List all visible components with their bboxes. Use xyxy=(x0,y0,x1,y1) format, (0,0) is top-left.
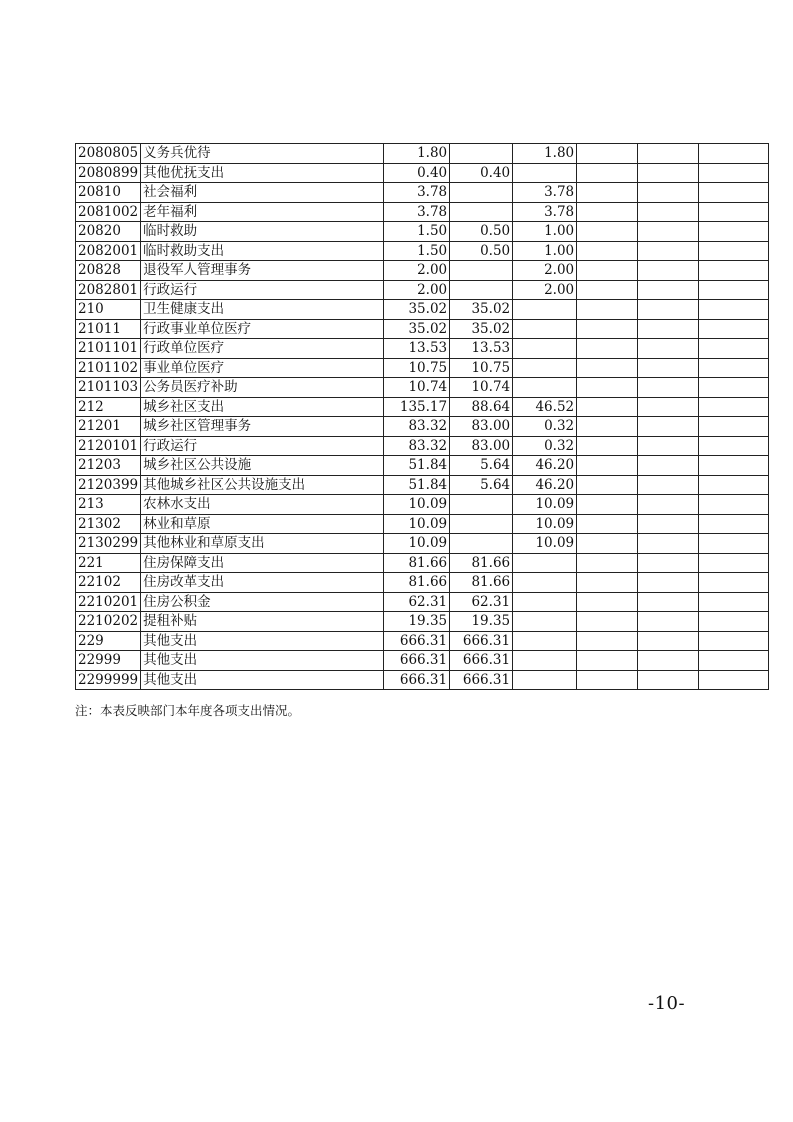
cell-project xyxy=(513,319,577,339)
cell-code: 20820 xyxy=(76,222,141,242)
cell-code: 2120399 xyxy=(76,475,141,495)
cell-total: 51.84 xyxy=(384,475,450,495)
cell-col5 xyxy=(638,358,699,378)
cell-col5 xyxy=(638,397,699,417)
table-row xyxy=(76,495,769,515)
table-row xyxy=(76,631,769,651)
cell-project xyxy=(513,553,577,573)
cell-code: 2101101 xyxy=(76,339,141,359)
cell-col4 xyxy=(577,144,638,164)
cell-col4 xyxy=(577,163,638,183)
table-note: 注：本表反映部门本年度各项支出情况。 xyxy=(75,703,301,718)
table-row xyxy=(76,612,769,632)
table-row xyxy=(76,319,769,339)
cell-total: 35.02 xyxy=(384,300,450,320)
cell-code: 221 xyxy=(76,553,141,573)
cell-item-name: 提租补贴 xyxy=(141,612,384,632)
cell-project xyxy=(513,573,577,593)
cell-total: 2.00 xyxy=(384,280,450,300)
cell-col6 xyxy=(699,417,769,437)
cell-code: 2082001 xyxy=(76,241,141,261)
table-row xyxy=(76,163,769,183)
cell-col6 xyxy=(699,358,769,378)
cell-project: 0.32 xyxy=(513,417,577,437)
cell-project xyxy=(513,358,577,378)
cell-col5 xyxy=(638,319,699,339)
cell-code: 2082801 xyxy=(76,280,141,300)
cell-col4 xyxy=(577,612,638,632)
table-row xyxy=(76,417,769,437)
cell-col4 xyxy=(577,280,638,300)
cell-col4 xyxy=(577,514,638,534)
cell-basic: 0.40 xyxy=(450,163,513,183)
cell-col5 xyxy=(638,222,699,242)
table-row xyxy=(76,436,769,456)
cell-basic xyxy=(450,514,513,534)
cell-basic: 62.31 xyxy=(450,592,513,612)
cell-code: 229 xyxy=(76,631,141,651)
cell-item-name: 老年福利 xyxy=(141,202,384,222)
cell-basic: 0.50 xyxy=(450,222,513,242)
cell-col4 xyxy=(577,651,638,671)
table-row xyxy=(76,241,769,261)
table-row xyxy=(76,261,769,281)
cell-col5 xyxy=(638,495,699,515)
cell-basic: 666.31 xyxy=(450,651,513,671)
cell-project xyxy=(513,612,577,632)
table-row xyxy=(76,378,769,398)
cell-total: 19.35 xyxy=(384,612,450,632)
cell-col6 xyxy=(699,553,769,573)
table-row xyxy=(76,514,769,534)
cell-total: 1.50 xyxy=(384,241,450,261)
cell-col4 xyxy=(577,183,638,203)
cell-total: 81.66 xyxy=(384,573,450,593)
table-row xyxy=(76,534,769,554)
cell-basic: 10.74 xyxy=(450,378,513,398)
cell-project: 10.09 xyxy=(513,534,577,554)
cell-basic: 19.35 xyxy=(450,612,513,632)
cell-item-name: 其他城乡社区公共设施支出 xyxy=(141,475,384,495)
cell-basic: 666.31 xyxy=(450,670,513,690)
cell-col4 xyxy=(577,261,638,281)
cell-basic: 5.64 xyxy=(450,475,513,495)
cell-code: 2080899 xyxy=(76,163,141,183)
cell-code: 212 xyxy=(76,397,141,417)
cell-col6 xyxy=(699,534,769,554)
cell-project: 2.00 xyxy=(513,280,577,300)
cell-total: 10.09 xyxy=(384,534,450,554)
cell-project: 10.09 xyxy=(513,514,577,534)
cell-col4 xyxy=(577,475,638,495)
cell-item-name: 住房公积金 xyxy=(141,592,384,612)
cell-col4 xyxy=(577,241,638,261)
cell-code: 2101102 xyxy=(76,358,141,378)
cell-col6 xyxy=(699,651,769,671)
cell-project: 3.78 xyxy=(513,183,577,203)
cell-total: 10.09 xyxy=(384,514,450,534)
cell-basic: 81.66 xyxy=(450,553,513,573)
cell-item-name: 行政运行 xyxy=(141,436,384,456)
cell-total: 10.09 xyxy=(384,495,450,515)
cell-project xyxy=(513,651,577,671)
cell-col4 xyxy=(577,397,638,417)
cell-col4 xyxy=(577,553,638,573)
table-row xyxy=(76,183,769,203)
cell-basic: 0.50 xyxy=(450,241,513,261)
cell-col5 xyxy=(638,300,699,320)
cell-basic: 5.64 xyxy=(450,456,513,476)
cell-item-name: 其他支出 xyxy=(141,670,384,690)
cell-item-name: 林业和草原 xyxy=(141,514,384,534)
table-row xyxy=(76,592,769,612)
cell-total: 666.31 xyxy=(384,651,450,671)
cell-total: 135.17 xyxy=(384,397,450,417)
cell-col5 xyxy=(638,553,699,573)
cell-col5 xyxy=(638,592,699,612)
cell-code: 21302 xyxy=(76,514,141,534)
cell-project xyxy=(513,631,577,651)
cell-col5 xyxy=(638,163,699,183)
cell-item-name: 城乡社区公共设施 xyxy=(141,456,384,476)
cell-col4 xyxy=(577,534,638,554)
cell-code: 22999 xyxy=(76,651,141,671)
cell-project: 1.80 xyxy=(513,144,577,164)
cell-code: 213 xyxy=(76,495,141,515)
cell-item-name: 退役军人管理事务 xyxy=(141,261,384,281)
cell-col5 xyxy=(638,534,699,554)
cell-code: 20810 xyxy=(76,183,141,203)
cell-project: 46.20 xyxy=(513,475,577,495)
cell-col5 xyxy=(638,436,699,456)
cell-col6 xyxy=(699,163,769,183)
cell-item-name: 城乡社区支出 xyxy=(141,397,384,417)
table-row xyxy=(76,475,769,495)
cell-item-name: 义务兵优待 xyxy=(141,144,384,164)
cell-col6 xyxy=(699,280,769,300)
cell-item-name: 临时救助支出 xyxy=(141,241,384,261)
cell-col4 xyxy=(577,436,638,456)
cell-col5 xyxy=(638,417,699,437)
cell-col6 xyxy=(699,339,769,359)
cell-total: 62.31 xyxy=(384,592,450,612)
cell-col6 xyxy=(699,475,769,495)
table-row xyxy=(76,358,769,378)
cell-total: 10.74 xyxy=(384,378,450,398)
cell-project xyxy=(513,163,577,183)
cell-project xyxy=(513,378,577,398)
cell-project: 3.78 xyxy=(513,202,577,222)
cell-col5 xyxy=(638,280,699,300)
cell-col6 xyxy=(699,631,769,651)
cell-col6 xyxy=(699,397,769,417)
cell-basic xyxy=(450,183,513,203)
table-row xyxy=(76,222,769,242)
cell-item-name: 行政运行 xyxy=(141,280,384,300)
cell-project: 10.09 xyxy=(513,495,577,515)
cell-total: 1.80 xyxy=(384,144,450,164)
cell-col6 xyxy=(699,456,769,476)
cell-basic: 35.02 xyxy=(450,319,513,339)
table-row xyxy=(76,397,769,417)
cell-total: 0.40 xyxy=(384,163,450,183)
table-row xyxy=(76,300,769,320)
cell-total: 10.75 xyxy=(384,358,450,378)
cell-basic xyxy=(450,144,513,164)
cell-item-name: 其他优抚支出 xyxy=(141,163,384,183)
cell-basic: 13.53 xyxy=(450,339,513,359)
cell-item-name: 行政单位医疗 xyxy=(141,339,384,359)
cell-basic: 666.31 xyxy=(450,631,513,651)
cell-item-name: 其他林业和草原支出 xyxy=(141,534,384,554)
cell-col6 xyxy=(699,144,769,164)
cell-col6 xyxy=(699,222,769,242)
cell-code: 2210202 xyxy=(76,612,141,632)
cell-item-name: 事业单位医疗 xyxy=(141,358,384,378)
cell-col5 xyxy=(638,670,699,690)
cell-code: 21201 xyxy=(76,417,141,437)
cell-project: 46.20 xyxy=(513,456,577,476)
cell-total: 35.02 xyxy=(384,319,450,339)
cell-code: 2210201 xyxy=(76,592,141,612)
cell-col5 xyxy=(638,456,699,476)
cell-col5 xyxy=(638,378,699,398)
cell-col5 xyxy=(638,631,699,651)
cell-code: 22102 xyxy=(76,573,141,593)
cell-total: 666.31 xyxy=(384,670,450,690)
cell-col4 xyxy=(577,339,638,359)
cell-col4 xyxy=(577,417,638,437)
cell-total: 83.32 xyxy=(384,436,450,456)
cell-col4 xyxy=(577,300,638,320)
cell-col4 xyxy=(577,670,638,690)
cell-col6 xyxy=(699,183,769,203)
cell-col5 xyxy=(638,144,699,164)
table-row xyxy=(76,456,769,476)
table-body xyxy=(76,144,769,690)
cell-project: 2.00 xyxy=(513,261,577,281)
cell-basic: 83.00 xyxy=(450,417,513,437)
cell-col6 xyxy=(699,261,769,281)
cell-project xyxy=(513,339,577,359)
table-row xyxy=(76,144,769,164)
cell-col4 xyxy=(577,495,638,515)
cell-basic: 88.64 xyxy=(450,397,513,417)
cell-total: 81.66 xyxy=(384,553,450,573)
cell-code: 210 xyxy=(76,300,141,320)
cell-total: 51.84 xyxy=(384,456,450,476)
cell-code: 21011 xyxy=(76,319,141,339)
table-row xyxy=(76,573,769,593)
cell-col6 xyxy=(699,241,769,261)
cell-col6 xyxy=(699,319,769,339)
table-row xyxy=(76,280,769,300)
cell-item-name: 住房保障支出 xyxy=(141,553,384,573)
cell-col5 xyxy=(638,183,699,203)
cell-col6 xyxy=(699,378,769,398)
cell-project: 46.52 xyxy=(513,397,577,417)
cell-col5 xyxy=(638,475,699,495)
table-row xyxy=(76,202,769,222)
page-number: -10- xyxy=(648,993,686,1014)
cell-item-name: 社会福利 xyxy=(141,183,384,203)
cell-col4 xyxy=(577,573,638,593)
cell-code: 2299999 xyxy=(76,670,141,690)
cell-code: 2101103 xyxy=(76,378,141,398)
cell-project xyxy=(513,670,577,690)
cell-basic: 35.02 xyxy=(450,300,513,320)
cell-code: 2130299 xyxy=(76,534,141,554)
cell-col5 xyxy=(638,514,699,534)
cell-basic: 10.75 xyxy=(450,358,513,378)
cell-project: 1.00 xyxy=(513,241,577,261)
cell-basic xyxy=(450,280,513,300)
cell-basic xyxy=(450,202,513,222)
cell-code: 2080805 xyxy=(76,144,141,164)
cell-col4 xyxy=(577,631,638,651)
cell-col5 xyxy=(638,573,699,593)
cell-col5 xyxy=(638,612,699,632)
cell-col4 xyxy=(577,358,638,378)
expenditure-table xyxy=(75,143,769,690)
cell-total: 666.31 xyxy=(384,631,450,651)
cell-col5 xyxy=(638,241,699,261)
cell-code: 21203 xyxy=(76,456,141,476)
cell-col5 xyxy=(638,202,699,222)
cell-item-name: 住房改革支出 xyxy=(141,573,384,593)
cell-project: 1.00 xyxy=(513,222,577,242)
cell-total: 3.78 xyxy=(384,202,450,222)
cell-col4 xyxy=(577,222,638,242)
cell-item-name: 公务员医疗补助 xyxy=(141,378,384,398)
cell-item-name: 卫生健康支出 xyxy=(141,300,384,320)
cell-total: 13.53 xyxy=(384,339,450,359)
cell-total: 1.50 xyxy=(384,222,450,242)
cell-col4 xyxy=(577,378,638,398)
cell-code: 2081002 xyxy=(76,202,141,222)
cell-col6 xyxy=(699,495,769,515)
table-row xyxy=(76,651,769,671)
cell-col4 xyxy=(577,456,638,476)
cell-col5 xyxy=(638,339,699,359)
cell-col6 xyxy=(699,436,769,456)
table-row xyxy=(76,339,769,359)
cell-code: 20828 xyxy=(76,261,141,281)
cell-code: 2120101 xyxy=(76,436,141,456)
cell-col5 xyxy=(638,261,699,281)
table-row xyxy=(76,553,769,573)
cell-basic xyxy=(450,495,513,515)
cell-item-name: 临时救助 xyxy=(141,222,384,242)
cell-basic xyxy=(450,534,513,554)
cell-col6 xyxy=(699,592,769,612)
cell-basic: 81.66 xyxy=(450,573,513,593)
cell-col5 xyxy=(638,651,699,671)
cell-col6 xyxy=(699,612,769,632)
cell-basic xyxy=(450,261,513,281)
cell-project xyxy=(513,592,577,612)
cell-col4 xyxy=(577,319,638,339)
cell-col4 xyxy=(577,592,638,612)
cell-item-name: 其他支出 xyxy=(141,651,384,671)
table-row xyxy=(76,670,769,690)
cell-col6 xyxy=(699,573,769,593)
cell-item-name: 城乡社区管理事务 xyxy=(141,417,384,437)
cell-total: 2.00 xyxy=(384,261,450,281)
cell-total: 83.32 xyxy=(384,417,450,437)
cell-col6 xyxy=(699,300,769,320)
cell-col6 xyxy=(699,202,769,222)
cell-item-name: 农林水支出 xyxy=(141,495,384,515)
cell-item-name: 行政事业单位医疗 xyxy=(141,319,384,339)
cell-col6 xyxy=(699,514,769,534)
cell-total: 3.78 xyxy=(384,183,450,203)
cell-item-name: 其他支出 xyxy=(141,631,384,651)
cell-col4 xyxy=(577,202,638,222)
cell-basic: 83.00 xyxy=(450,436,513,456)
cell-project xyxy=(513,300,577,320)
cell-col6 xyxy=(699,670,769,690)
cell-project: 0.32 xyxy=(513,436,577,456)
